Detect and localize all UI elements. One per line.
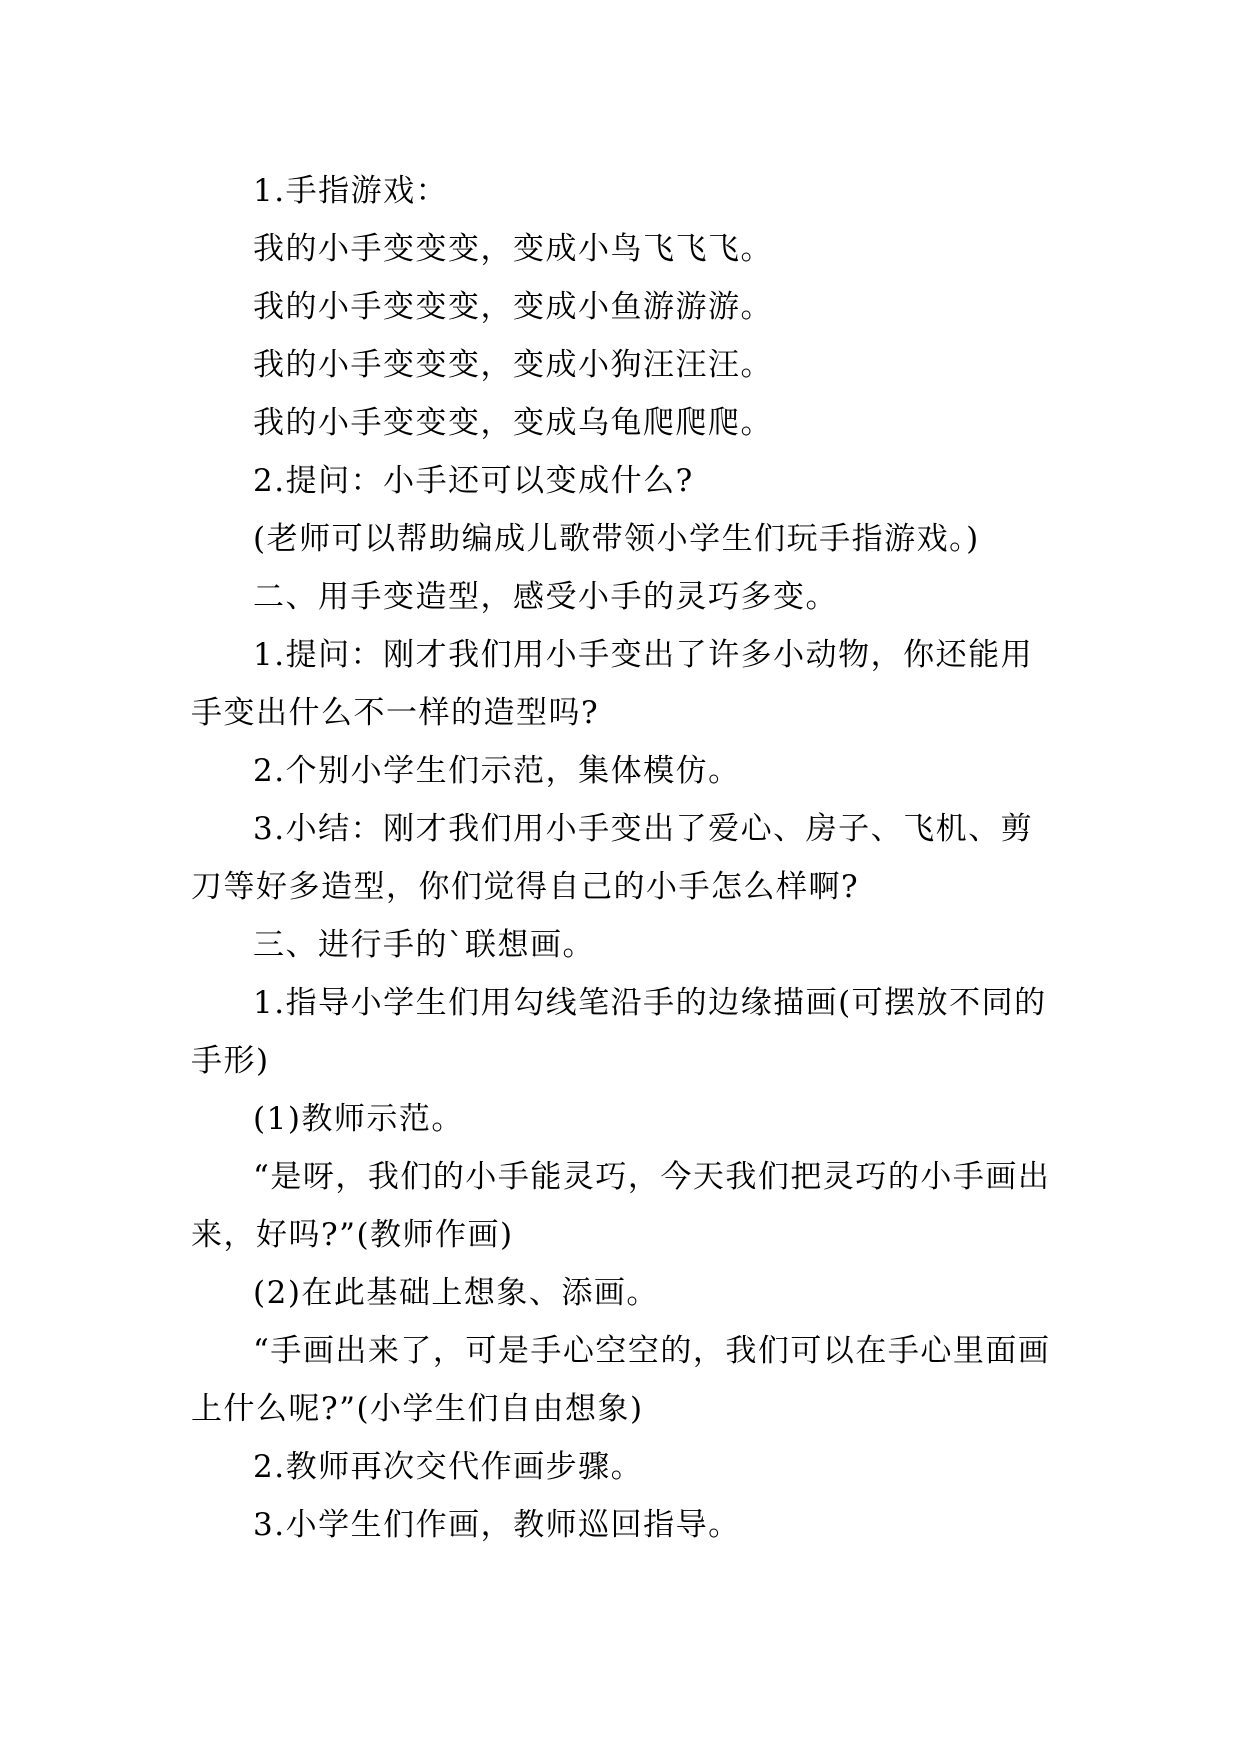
paragraph-trace-hand: 1.指导小学生们用勾线笔沿手的边缘描画(可摆放不同的手形) [191, 985, 1047, 1079]
section-heading-two: 二、用手变造型，感受小手的灵巧多变。 [253, 579, 838, 615]
paragraph-rhyme-fish: 我的小手变变变，变成小鱼游游游。 [253, 289, 773, 325]
paragraph-quote-palm: “手画出来了，可是手心空空的，我们可以在手心里面画上什么呢?”(小学生们自由想象) [191, 1333, 1051, 1427]
paragraph-demonstration: 2.个别小学生们示范，集体模仿。 [253, 753, 741, 789]
paragraph-summary: 3.小结：刚才我们用小手变出了爱心、房子、飞机、剪刀等好多造型，你们觉得自己的小手怎么样啊? [191, 811, 1034, 905]
paragraph-finger-game-heading: 1.手指游戏： [253, 173, 449, 209]
paragraph-imagine: (2)在此基础上想象、添画。 [253, 1275, 659, 1311]
paragraph-rhyme-turtle: 我的小手变变变，变成乌龟爬爬爬。 [253, 405, 773, 441]
paragraph-rhyme-dog: 我的小手变变变，变成小狗汪汪汪。 [253, 347, 773, 383]
paragraph-students-draw: 3.小学生们作画，教师巡回指导。 [253, 1507, 741, 1543]
paragraph-rhyme-bird: 我的小手变变变，变成小鸟飞飞飞。 [253, 231, 773, 267]
paragraph-teacher-note: (老师可以帮助编成儿歌带领小学生们玩手指游戏。) [253, 521, 980, 557]
paragraph-steps: 2.教师再次交代作画步骤。 [253, 1449, 644, 1485]
paragraph-question-shapes: 1.提问：刚才我们用小手变出了许多小动物，你还能用手变出什么不一样的造型吗? [191, 637, 1034, 731]
section-heading-three: 三、进行手的`联想画。 [253, 927, 595, 963]
paragraph-quote-draw: “是呀，我们的小手能灵巧，今天我们把灵巧的小手画出来，好吗?”(教师作画) [191, 1159, 1051, 1253]
paragraph-question: 2.提问：小手还可以变成什么? [253, 463, 694, 499]
document-body [191, 162, 1057, 1554]
paragraph-teacher-demo: (1)教师示范。 [253, 1101, 464, 1137]
